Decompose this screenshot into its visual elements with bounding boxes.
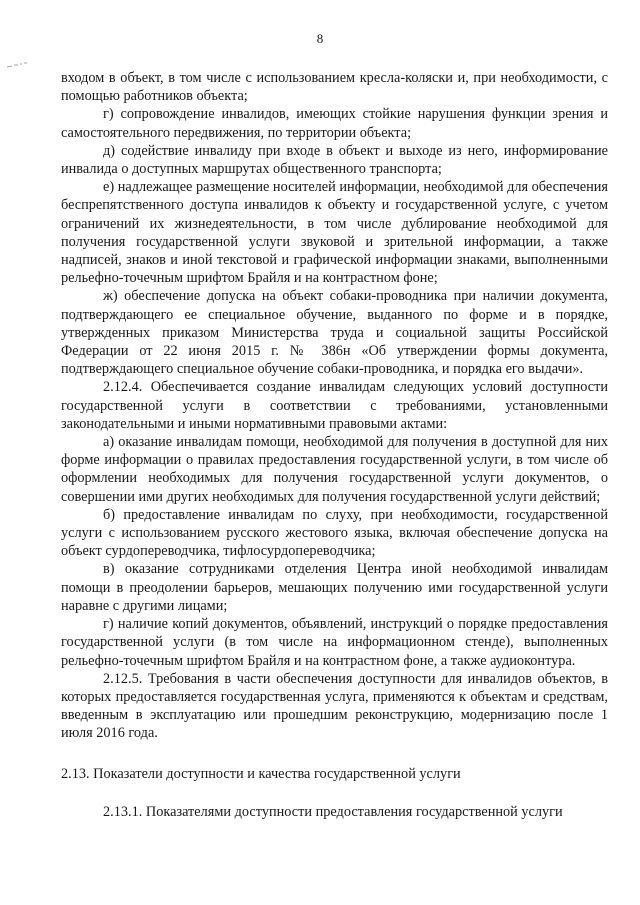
paragraph-continuation: входом в объект, в том числе с использованием кресла-коляски и, при необходимости, с помощью работников объекта; xyxy=(61,70,608,105)
paragraph-item-v: в) оказание сотрудниками отделения Центра иной необходимой инвалидам помощи в преодолении барьеров, мешающих получению ими государственной услуги наравне с другими лицами; xyxy=(61,561,608,614)
section-heading: 2.13. Показатели доступности и качества государственной услуги xyxy=(61,765,461,782)
paragraph-item-d: д) содействие инвалиду при входе в объект и выходе из него, информирование инвалида о доступных маршрутах общественного транспорта; xyxy=(61,142,608,178)
paragraph-item-zh: ж) обеспечение допуска на объект собаки-проводника при наличии документа, подтверждающего ее специальное обучение, выданного по форме и в порядке, утвержденных приказом Министерства труда и социальной защиты Российской Федерации от 22 июня 2015 г. № 386н «Об утверждении формы документа, подтверждающего специальное обучение собаки-проводника, и порядка его выдачи». xyxy=(61,288,608,378)
paragraph-item-b: б) предоставление инвалидам по слуху, при необходимости, государственной услуги с использованием русского жестового языка, включая обеспечение допуска на объект сурдопереводчика, тифлосурдопереводчика; xyxy=(61,506,608,560)
paragraph-item-g: г) сопровождение инвалидов, имеющих стойкие нарушения функции зрения и самостоятельного передвижения, по территории объекта; xyxy=(61,106,608,141)
scan-artifact xyxy=(6,62,28,68)
paragraph-item-a: а) оказание инвалидам помощи, необходимой для получения в доступной для них форме информации о правилах предоставления государственной услуги, в том числе об оформлении необходимых для получения государственной услуги документов, о совершении ими других необходимых для получения государственной услуги действий; xyxy=(61,434,608,505)
paragraph-item-e: е) надлежащее размещение носителей информации, необходимой для обеспечения беспрепятственного доступа инвалидов к объекту и государственной услуге, с учетом ограничений их жизнедеятельности, в том числе дублирование необходимой для получения государственной услуги звуковой и зрительной информации, а также надписей, знаков и иной текстовой и графической информации знаками, выполненными рельефно-точечным шрифтом Брайля и на контрастном фоне; xyxy=(61,179,608,287)
document-body xyxy=(61,69,608,821)
page-number: 8 xyxy=(316,31,324,46)
paragraph-2-12-5: 2.12.5. Требования в части обеспечения доступности для инвалидов объектов, в которых предоставляется государственная услуга, применяются к объектам и средствам, введенным в эксплуатацию или прошедшим реконструкцию, модернизацию после 1 июля 2016 года. xyxy=(61,670,608,742)
paragraph-2-12-4: 2.12.4. Обеспечивается создание инвалидам следующих условий доступности государственной услуги в соответствии с требованиями, установленными законодательными и иными нормативными правовыми актами: xyxy=(61,379,608,432)
paragraph-2-13-1: 2.13.1. Показателями доступности предоставления государственной услуги xyxy=(103,803,563,820)
paragraph-item-g2: г) наличие копий документов, объявлений, инструкций о порядке предоставления государственной услуги (в том числе на информационном стенде), выполненных рельефно-точечным шрифтом Брайля и на контрастном фоне, а также аудиоконтура. xyxy=(61,616,608,669)
